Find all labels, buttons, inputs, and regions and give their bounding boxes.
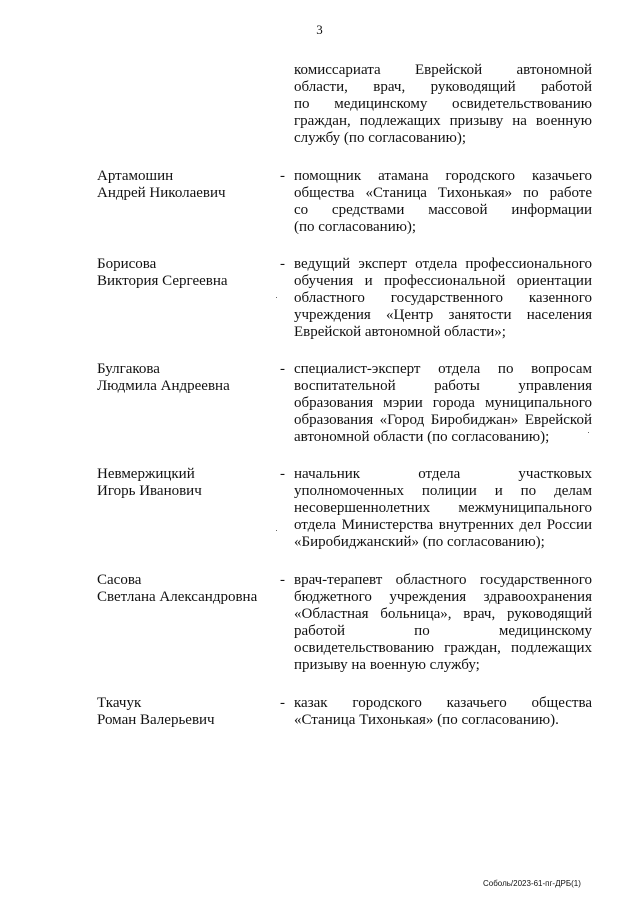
member-dash: - — [280, 466, 285, 482]
member-description-line: несовершеннолетних межмуниципального — [294, 500, 592, 516]
member-given-name: Роман Валерьевич — [97, 712, 215, 728]
member-description-line: уполномоченных полиции и по делам — [294, 483, 592, 499]
member-description-line: автономной области (по согласованию); — [294, 429, 550, 445]
member-surname: Булгакова — [97, 361, 160, 377]
member-given-name: Людмила Андреевна — [97, 378, 230, 394]
member-dash: - — [280, 572, 285, 588]
member-description-line: призыву на военную службу; — [294, 657, 480, 673]
member-description-line: специалист-эксперт отдела по вопросам — [294, 361, 592, 377]
member-description-line: помощник атамана городского казачьего — [294, 168, 592, 184]
scan-speck — [276, 297, 277, 298]
member-description-line: воспитательной работы управления — [294, 378, 592, 394]
member-given-name: Светлана Александровна — [97, 589, 258, 605]
continuation-line: комиссариата Еврейской автономной — [294, 62, 592, 78]
member-surname: Борисова — [97, 256, 157, 272]
member-description-line: «Областная больница», врач, руководящий — [294, 606, 592, 622]
member-description-line: образования мэрии города муниципального — [294, 395, 592, 411]
member-description-line: (по согласованию); — [294, 219, 417, 235]
continuation-line: граждан, подлежащих призыву на военную — [294, 113, 592, 129]
member-description-line: казак городского казачьего общества — [294, 695, 592, 711]
member-given-name: Андрей Николаевич — [97, 185, 226, 201]
continuation-line: службу (по согласованию); — [294, 130, 467, 146]
member-description-line: общества «Станица Тихонькая» по работе — [294, 185, 592, 201]
continuation-line: по медицинскому освидетельствованию — [294, 96, 592, 112]
member-given-name: Виктория Сергеевна — [97, 273, 228, 289]
member-description-line: Еврейской автономной области»; — [294, 324, 506, 340]
member-description-line: учреждения «Центр занятости населения — [294, 307, 592, 323]
member-description-line: отдела Министерства внутренних дел России — [294, 517, 592, 533]
member-surname: Невмержицкий — [97, 466, 195, 482]
scan-speck — [276, 530, 277, 531]
member-surname: Сасова — [97, 572, 142, 588]
member-surname: Артамошин — [97, 168, 174, 184]
member-description-line: «Станица Тихонькая» (по согласованию). — [294, 712, 559, 728]
member-description-line: образования «Город Биробиджан» Еврейской — [294, 412, 592, 428]
member-dash: - — [280, 695, 285, 711]
member-description-line: областного государственного казенного — [294, 290, 592, 306]
member-description-line: освидетельствованию граждан, подлежащих — [294, 640, 592, 656]
member-dash: - — [280, 168, 285, 184]
member-description-line: обучения и профессиональной ориентации — [294, 273, 592, 289]
member-given-name: Игорь Иванович — [97, 483, 202, 499]
member-description-line: «Биробиджанский» (по согласованию); — [294, 534, 545, 550]
member-dash: - — [280, 361, 285, 377]
member-surname: Ткачук — [97, 695, 142, 711]
member-dash: - — [280, 256, 285, 272]
continuation-line: области, врач, руководящий работой — [294, 79, 592, 95]
member-description-line: ведущий эксперт отдела профессионального — [294, 256, 592, 272]
page-number: 3 — [316, 22, 323, 37]
document-reference-footer: Соболь/2023-61-пг-ДРБ(1) — [483, 879, 581, 888]
member-description-line: со средствами массовой информации — [294, 202, 592, 218]
member-description-line: бюджетного учреждения здравоохранения — [294, 589, 592, 605]
member-description-line: работой по медицинскому — [294, 623, 592, 639]
member-description-line: врач-терапевт областного государственного — [294, 572, 592, 588]
scan-speck — [588, 432, 589, 433]
member-description-line: начальник отдела участковых — [294, 466, 592, 482]
